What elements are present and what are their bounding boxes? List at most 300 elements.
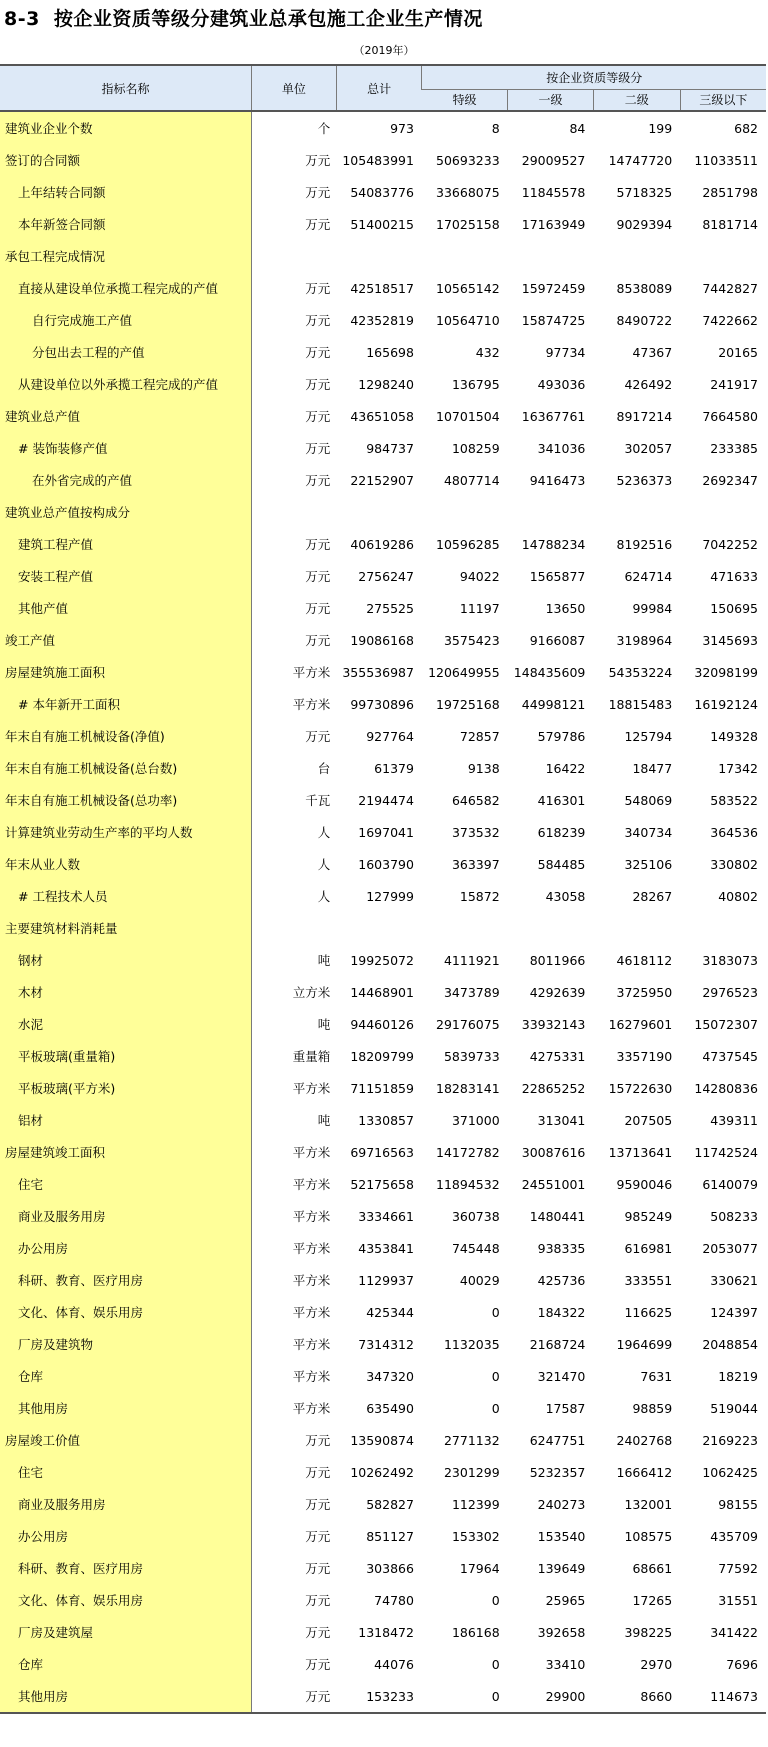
cell-special: 40029 xyxy=(459,1272,500,1288)
cell-second: 13713641 xyxy=(608,1144,673,1160)
row-name: 厂房及建筑物 xyxy=(0,1328,252,1360)
cell-total: 74780 xyxy=(374,1592,414,1608)
row-name: 仓库 xyxy=(0,1648,252,1680)
row-unit: 万元 xyxy=(305,633,331,648)
cell-third-below: 77592 xyxy=(718,1560,758,1576)
cell-third-below: 330802 xyxy=(710,856,758,872)
row-unit: 平方米 xyxy=(292,1337,331,1352)
table-row xyxy=(0,1136,766,1168)
row-unit: 万元 xyxy=(305,601,331,616)
cell-special: 94022 xyxy=(459,568,500,584)
cell-second: 98859 xyxy=(632,1400,673,1416)
cell-total: 984737 xyxy=(366,440,414,456)
cell-first: 97734 xyxy=(545,344,586,360)
cell-third-below: 4737545 xyxy=(702,1048,758,1064)
cell-second: 333551 xyxy=(624,1272,673,1288)
row-name: 在外省完成的产值 xyxy=(0,464,252,496)
row-name: 房屋竣工价值 xyxy=(0,1424,252,1456)
cell-third-below: 31551 xyxy=(718,1592,758,1608)
cell-total: 1129937 xyxy=(358,1272,414,1288)
cell-first: 184322 xyxy=(537,1304,586,1320)
cell-second: 616981 xyxy=(624,1240,673,1256)
row-unit: 万元 xyxy=(305,377,331,392)
cell-special: 2771132 xyxy=(443,1432,500,1448)
cell-second: 8538089 xyxy=(616,280,673,296)
table-row xyxy=(0,208,766,240)
cell-first: 17587 xyxy=(545,1400,586,1416)
cell-special: 11894532 xyxy=(436,1176,500,1192)
table-row xyxy=(0,976,766,1008)
row-unit: 万元 xyxy=(305,409,331,424)
row-unit: 万元 xyxy=(305,1561,331,1576)
cell-special: 17025158 xyxy=(436,216,500,232)
cell-special: 0 xyxy=(491,1656,500,1672)
table-row xyxy=(0,1168,766,1200)
cell-third-below: 7664580 xyxy=(702,408,758,424)
cell-special: 0 xyxy=(491,1304,500,1320)
cell-total: 19086168 xyxy=(350,632,414,648)
cell-total: 19925072 xyxy=(350,952,414,968)
row-unit: 万元 xyxy=(305,1657,331,1672)
table-row xyxy=(0,496,766,528)
cell-total: 40619286 xyxy=(350,536,414,552)
cell-second: 8917214 xyxy=(616,408,673,424)
cell-third-below: 7042252 xyxy=(702,536,758,552)
table-row xyxy=(0,1232,766,1264)
row-unit: 平方米 xyxy=(292,697,331,712)
row-unit: 平方米 xyxy=(292,1273,331,1288)
cell-second: 3198964 xyxy=(616,632,673,648)
cell-first: 392658 xyxy=(537,1624,586,1640)
row-unit: 人 xyxy=(317,857,331,872)
row-name: 文化、体育、娱乐用房 xyxy=(0,1584,252,1616)
cell-third-below: 32098199 xyxy=(694,664,758,680)
table-row xyxy=(0,1200,766,1232)
row-name: 办公用房 xyxy=(0,1520,252,1552)
cell-special: 10564710 xyxy=(436,312,500,328)
row-unit: 万元 xyxy=(305,185,331,200)
row-unit xyxy=(252,912,337,944)
cell-total: 54083776 xyxy=(350,184,414,200)
cell-first: 29900 xyxy=(508,1680,594,1713)
row-unit xyxy=(252,496,337,528)
cell-special xyxy=(422,240,508,272)
row-unit: 万元 xyxy=(305,345,331,360)
cell-second: 132001 xyxy=(624,1496,673,1512)
row-unit: 万元 xyxy=(252,1680,337,1713)
cell-first: 33932143 xyxy=(521,1016,586,1032)
table-subtitle: （2019年） xyxy=(353,44,415,57)
header-grade-group: 按企业资质等级分 xyxy=(422,65,766,89)
row-name: 年末自有施工机械设备(净值) xyxy=(0,720,252,752)
cell-second: 3357190 xyxy=(616,1048,673,1064)
cell-second: 108575 xyxy=(624,1528,673,1544)
row-name: 分包出去工程的产值 xyxy=(0,336,252,368)
cell-first: 25965 xyxy=(545,1592,586,1608)
cell-third-below: 124397 xyxy=(710,1304,758,1320)
cell-third-below: 6140079 xyxy=(702,1176,758,1192)
cell-third-below: 15072307 xyxy=(694,1016,758,1032)
cell-third-below: 20165 xyxy=(718,344,758,360)
cell-special: 363397 xyxy=(451,856,500,872)
cell-special: 371000 xyxy=(451,1112,500,1128)
cell-total: 7314312 xyxy=(358,1336,414,1352)
row-name: 科研、教育、医疗用房 xyxy=(0,1264,252,1296)
cell-total: 69716563 xyxy=(350,1144,414,1160)
table-title: 按企业资质等级分建筑业总承包施工企业生产情况 xyxy=(53,8,483,30)
table-row xyxy=(0,1040,766,1072)
cell-special xyxy=(422,496,508,528)
cell-special: 29176075 xyxy=(436,1016,500,1032)
cell-first: 425736 xyxy=(537,1272,586,1288)
cell-second: 8192516 xyxy=(616,536,673,552)
table-row xyxy=(0,1296,766,1328)
table-row xyxy=(0,1488,766,1520)
table-header xyxy=(0,65,766,111)
cell-third-below: 40802 xyxy=(718,888,758,904)
row-name: 主要建筑材料消耗量 xyxy=(0,912,252,944)
cell-second: 5718325 xyxy=(616,184,673,200)
table-row xyxy=(0,1584,766,1616)
cell-total: 127999 xyxy=(366,888,414,904)
table-row xyxy=(0,1520,766,1552)
cell-third-below: 2048854 xyxy=(702,1336,758,1352)
row-unit: 万元 xyxy=(305,729,331,744)
row-unit: 平方米 xyxy=(292,1369,331,1384)
cell-third-below: 439311 xyxy=(710,1112,758,1128)
cell-total: 42518517 xyxy=(350,280,414,296)
table-row xyxy=(0,240,766,272)
cell-third-below: 2976523 xyxy=(702,984,758,1000)
table-row xyxy=(0,720,766,752)
cell-first: 618239 xyxy=(537,824,586,840)
row-unit: 万元 xyxy=(305,1465,331,1480)
cell-third-below: 2851798 xyxy=(702,184,758,200)
cell-total: 42352819 xyxy=(350,312,414,328)
row-unit: 万元 xyxy=(305,1433,331,1448)
cell-third-below: 330621 xyxy=(710,1272,758,1288)
cell-third-below xyxy=(680,496,766,528)
cell-second: 17265 xyxy=(632,1592,673,1608)
cell-first: 24551001 xyxy=(521,1176,586,1192)
row-name: 商业及服务用房 xyxy=(0,1200,252,1232)
cell-first: 43058 xyxy=(545,888,586,904)
cell-second: 426492 xyxy=(624,376,673,392)
cell-first: 9166087 xyxy=(529,632,586,648)
cell-first: 416301 xyxy=(537,792,586,808)
table-row xyxy=(0,1648,766,1680)
cell-first: 2168724 xyxy=(529,1336,586,1352)
cell-special: 72857 xyxy=(459,728,500,744)
table-row xyxy=(0,304,766,336)
cell-special: 0 xyxy=(491,1592,500,1608)
table-row xyxy=(0,1424,766,1456)
table-row xyxy=(0,880,766,912)
header-unit: 单位 xyxy=(252,65,337,111)
row-unit: 平方米 xyxy=(292,1177,331,1192)
cell-total: 355536987 xyxy=(342,664,414,680)
table-row xyxy=(0,336,766,368)
cell-third-below: 2053077 xyxy=(702,1240,758,1256)
table-number: 8-3 xyxy=(4,8,40,30)
cell-first: 148435609 xyxy=(513,664,586,680)
cell-third-below: 7696 xyxy=(726,1656,758,1672)
cell-special: 373532 xyxy=(451,824,500,840)
cell-special: 8 xyxy=(491,120,500,136)
cell-first: 13650 xyxy=(545,600,586,616)
row-unit: 立方米 xyxy=(292,985,331,1000)
table-row xyxy=(0,1680,766,1713)
header-grade-second: 二级 xyxy=(593,89,680,111)
row-name: 水泥 xyxy=(0,1008,252,1040)
cell-special: 2301299 xyxy=(443,1464,500,1480)
cell-special: 0 xyxy=(491,1400,500,1416)
cell-third-below: 435709 xyxy=(710,1528,758,1544)
cell-total: 1318472 xyxy=(358,1624,414,1640)
cell-total: 18209799 xyxy=(350,1048,414,1064)
cell-first xyxy=(508,496,594,528)
table-row xyxy=(0,111,766,144)
row-name: 其他用房 xyxy=(0,1680,252,1713)
header-total: 总计 xyxy=(336,65,422,111)
statistics-table xyxy=(0,64,766,1714)
cell-special: 0 xyxy=(422,1680,508,1713)
row-name: 木材 xyxy=(0,976,252,1008)
row-name: 其他产值 xyxy=(0,592,252,624)
row-unit: 万元 xyxy=(305,569,331,584)
cell-special: 4111921 xyxy=(443,952,500,968)
row-name: # 装饰装修产值 xyxy=(0,432,252,464)
cell-second: 3725950 xyxy=(616,984,673,1000)
table-row xyxy=(0,272,766,304)
cell-third-below: 519044 xyxy=(710,1400,758,1416)
table-row xyxy=(0,656,766,688)
cell-special: 153302 xyxy=(451,1528,500,1544)
cell-first: 15972459 xyxy=(521,280,586,296)
row-unit: 万元 xyxy=(305,473,331,488)
cell-third-below: 2169223 xyxy=(702,1432,758,1448)
cell-first xyxy=(508,240,594,272)
row-unit: 人 xyxy=(317,825,331,840)
cell-special: 11197 xyxy=(459,600,500,616)
row-name: 房屋建筑竣工面积 xyxy=(0,1136,252,1168)
table-row xyxy=(0,624,766,656)
cell-total: 275525 xyxy=(366,600,414,616)
cell-total: 105483991 xyxy=(342,152,414,168)
cell-third-below: 14280836 xyxy=(694,1080,758,1096)
row-name: 文化、体育、娱乐用房 xyxy=(0,1296,252,1328)
cell-total: 10262492 xyxy=(350,1464,414,1480)
row-name: 从建设单位以外承揽工程完成的产值 xyxy=(0,368,252,400)
cell-third-below: 471633 xyxy=(710,568,758,584)
row-unit: 万元 xyxy=(305,537,331,552)
row-unit: 吨 xyxy=(317,953,331,968)
cell-special: 186168 xyxy=(451,1624,500,1640)
cell-second: 1666412 xyxy=(616,1464,673,1480)
cell-total: 347320 xyxy=(366,1368,414,1384)
cell-second: 125794 xyxy=(624,728,673,744)
table-row xyxy=(0,752,766,784)
cell-second: 54353224 xyxy=(608,664,673,680)
cell-total: 94460126 xyxy=(350,1016,414,1032)
row-unit: 万元 xyxy=(305,313,331,328)
cell-special: 136795 xyxy=(451,376,500,392)
table-row xyxy=(0,464,766,496)
table-row xyxy=(0,560,766,592)
table-row xyxy=(0,816,766,848)
row-name: 上年结转合同额 xyxy=(0,176,252,208)
cell-first: 313041 xyxy=(537,1112,586,1128)
cell-special: 360738 xyxy=(451,1208,500,1224)
cell-special: 4807714 xyxy=(443,472,500,488)
cell-total: 582827 xyxy=(366,1496,414,1512)
cell-second: 624714 xyxy=(624,568,673,584)
cell-total: 1330857 xyxy=(358,1112,414,1128)
row-name: 房屋建筑施工面积 xyxy=(0,656,252,688)
cell-second: 7631 xyxy=(640,1368,673,1384)
table-row xyxy=(0,1456,766,1488)
row-name: 建筑工程产值 xyxy=(0,528,252,560)
cell-second: 28267 xyxy=(632,888,673,904)
cell-third-below: 241917 xyxy=(710,376,758,392)
cell-third-below: 98155 xyxy=(718,1496,758,1512)
cell-special: 5839733 xyxy=(443,1048,500,1064)
table-row xyxy=(0,528,766,560)
cell-first: 33410 xyxy=(545,1656,586,1672)
cell-total: 2756247 xyxy=(358,568,414,584)
cell-third-below: 8181714 xyxy=(702,216,758,232)
table-row xyxy=(0,1072,766,1104)
row-name: # 工程技术人员 xyxy=(0,880,252,912)
cell-second: 4618112 xyxy=(616,952,673,968)
cell-total: 927764 xyxy=(366,728,414,744)
row-name: 住宅 xyxy=(0,1168,252,1200)
cell-first: 9416473 xyxy=(529,472,586,488)
row-name: 竣工产值 xyxy=(0,624,252,656)
cell-special: 108259 xyxy=(451,440,500,456)
cell-special: 10565142 xyxy=(436,280,500,296)
cell-special: 1132035 xyxy=(443,1336,500,1352)
cell-second: 2402768 xyxy=(616,1432,673,1448)
header-grade-first: 一级 xyxy=(508,89,594,111)
row-name: 仓库 xyxy=(0,1360,252,1392)
cell-special: 646582 xyxy=(451,792,500,808)
cell-first: 11845578 xyxy=(521,184,586,200)
cell-first: 4275331 xyxy=(529,1048,586,1064)
cell-second: 8490722 xyxy=(616,312,673,328)
cell-first: 579786 xyxy=(537,728,586,744)
row-name: 科研、教育、医疗用房 xyxy=(0,1552,252,1584)
row-name: 厂房及建筑屋 xyxy=(0,1616,252,1648)
row-name: 建筑业企业个数 xyxy=(0,111,252,144)
cell-total: 14468901 xyxy=(350,984,414,1000)
header-indicator-name: 指标名称 xyxy=(0,65,252,111)
table-row xyxy=(0,432,766,464)
cell-total: 99730896 xyxy=(350,696,414,712)
cell-total: 43651058 xyxy=(350,408,414,424)
row-unit: 个 xyxy=(317,121,331,136)
cell-total: 52175658 xyxy=(350,1176,414,1192)
cell-second xyxy=(593,912,680,944)
page-title xyxy=(4,4,483,31)
cell-second: 14747720 xyxy=(608,152,673,168)
cell-second: 9590046 xyxy=(616,1176,673,1192)
cell-second: 5236373 xyxy=(616,472,673,488)
cell-second: 398225 xyxy=(624,1624,673,1640)
cell-total: 71151859 xyxy=(350,1080,414,1096)
row-name: 住宅 xyxy=(0,1456,252,1488)
table-row xyxy=(0,1264,766,1296)
cell-third-below: 7442827 xyxy=(702,280,758,296)
cell-third-below: 583522 xyxy=(710,792,758,808)
cell-third-below: 3183073 xyxy=(702,952,758,968)
cell-third-below xyxy=(680,912,766,944)
cell-total: 303866 xyxy=(366,1560,414,1576)
cell-second xyxy=(593,240,680,272)
table-row xyxy=(0,848,766,880)
row-name: 商业及服务用房 xyxy=(0,1488,252,1520)
table-row xyxy=(0,368,766,400)
cell-second: 8660 xyxy=(593,1680,680,1713)
cell-special: 10596285 xyxy=(436,536,500,552)
cell-second: 18477 xyxy=(632,760,673,776)
cell-third-below xyxy=(680,240,766,272)
cell-second: 15722630 xyxy=(608,1080,673,1096)
cell-third-below: 18219 xyxy=(718,1368,758,1384)
cell-first: 153540 xyxy=(537,1528,586,1544)
row-name: 年末自有施工机械设备(总台数) xyxy=(0,752,252,784)
row-name: 安装工程产值 xyxy=(0,560,252,592)
cell-special: 19725168 xyxy=(436,696,500,712)
row-name: 钢材 xyxy=(0,944,252,976)
cell-first xyxy=(508,912,594,944)
cell-first: 493036 xyxy=(537,376,586,392)
cell-first: 341036 xyxy=(537,440,586,456)
row-unit: 万元 xyxy=(305,1593,331,1608)
cell-third-below: 341422 xyxy=(710,1624,758,1640)
cell-third-below: 114673 xyxy=(680,1680,766,1713)
cell-third-below: 17342 xyxy=(718,760,758,776)
cell-third-below: 11033511 xyxy=(694,152,758,168)
row-unit: 平方米 xyxy=(292,1401,331,1416)
cell-first: 17163949 xyxy=(521,216,586,232)
row-unit: 平方米 xyxy=(292,1081,331,1096)
cell-special: 112399 xyxy=(451,1496,500,1512)
table-row xyxy=(0,688,766,720)
cell-third-below: 1062425 xyxy=(702,1464,758,1480)
cell-third-below: 2692347 xyxy=(702,472,758,488)
table-row xyxy=(0,400,766,432)
table-row xyxy=(0,144,766,176)
cell-second: 47367 xyxy=(632,344,673,360)
table-row xyxy=(0,912,766,944)
cell-third-below: 7422662 xyxy=(702,312,758,328)
cell-third-below: 150695 xyxy=(710,600,758,616)
row-unit: 万元 xyxy=(305,153,331,168)
cell-special: 17964 xyxy=(459,1560,500,1576)
cell-total: 44076 xyxy=(374,1656,414,1672)
cell-total: 165698 xyxy=(366,344,414,360)
cell-second: 340734 xyxy=(624,824,673,840)
cell-total: 973 xyxy=(390,120,414,136)
row-unit: 万元 xyxy=(305,1625,331,1640)
cell-first: 1565877 xyxy=(529,568,586,584)
cell-third-below: 149328 xyxy=(710,728,758,744)
row-name: 直接从建设单位承揽工程完成的产值 xyxy=(0,272,252,304)
cell-special: 9138 xyxy=(467,760,500,776)
row-name: 建筑业总产值按构成分 xyxy=(0,496,252,528)
table-row xyxy=(0,784,766,816)
